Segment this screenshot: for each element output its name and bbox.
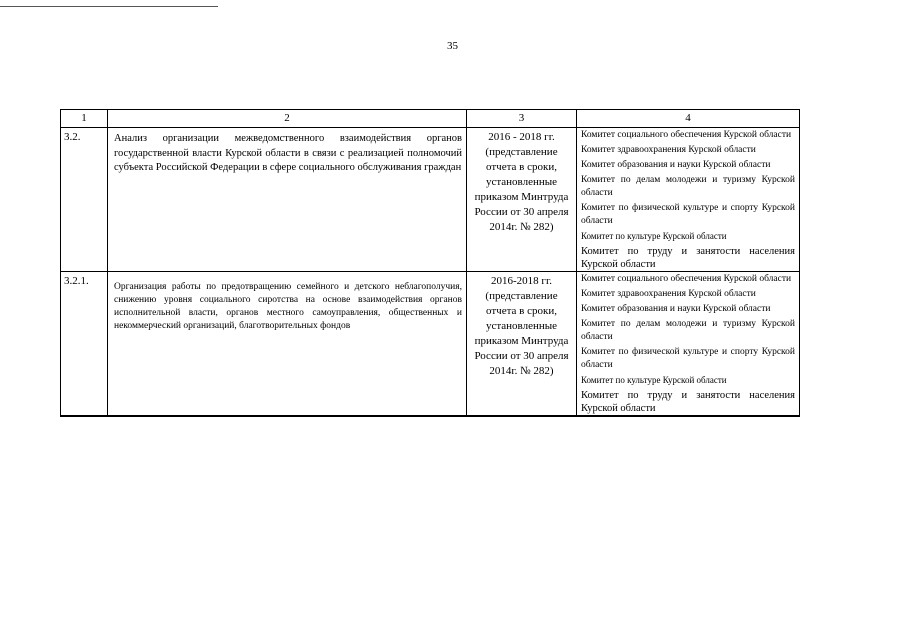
column-header: 1 xyxy=(61,110,108,128)
executor-item: Комитет по делам молодежи и туризму Курской области xyxy=(581,175,795,198)
row-executors xyxy=(577,272,800,417)
table-row xyxy=(61,272,800,417)
row-description: Организация работы по предотвращению семейного и детского неблагополучия, снижению уровня социального сиротства на основе взаимодействия органов исполнительной власти, органов местного самоуправления, общественных и некоммерческий организаций, благотворительных фондов xyxy=(108,272,467,417)
executor-item: Комитет здравоохранения Курской области xyxy=(581,289,756,299)
executor-item: Комитет образования и науки Курской области xyxy=(581,160,771,170)
page-number: 35 xyxy=(447,40,458,52)
header-rule xyxy=(0,6,218,7)
row-period: 2016 - 2018 гг. (представление отчета в сроки, установленные приказом Минтруда России от 30 апреля 2014г. № 282) xyxy=(467,128,577,272)
executor-item: Комитет образования и науки Курской области xyxy=(581,304,771,314)
executor-item: Комитет по физической культуре и спорту Курской области xyxy=(581,203,795,226)
row-number: 3.2.1. xyxy=(61,272,108,417)
column-header: 2 xyxy=(108,110,467,128)
executor-item: Комитет по физической культуре и спорту Курской области xyxy=(581,347,795,370)
row-period: 2016-2018 гг. (представление отчета в сроки, установленные приказом Минтруда России от 30 апреля 2014г. № 282) xyxy=(467,272,577,417)
executor-item: Комитет по культуре Курской области xyxy=(581,375,727,385)
executor-item: Комитет социального обеспечения Курской области xyxy=(581,274,792,284)
executor-item: Комитет социального обеспечения Курской области xyxy=(581,130,792,140)
column-header: 3 xyxy=(467,110,577,128)
executor-item: Комитет по труду и занятости населения Курской области xyxy=(581,246,795,270)
row-description: Анализ организации межведомственного взаимодействия органов государственной власти Курской области в связи с реализацией полномочий субъекта Российской Федерации в сфере социального обслуживания граждан xyxy=(108,128,467,272)
plan-table xyxy=(60,109,800,417)
executor-item: Комитет по культуре Курской области xyxy=(581,231,727,241)
row-executors xyxy=(577,128,800,272)
executor-item: Комитет по труду и занятости населения Курской области xyxy=(581,390,795,414)
table-row xyxy=(61,128,800,272)
executor-item: Комитет здравоохранения Курской области xyxy=(581,145,756,155)
executor-item: Комитет по делам молодежи и туризму Курской области xyxy=(581,319,795,342)
table-header-row xyxy=(61,110,800,128)
column-header: 4 xyxy=(577,110,800,128)
row-number: 3.2. xyxy=(61,128,108,272)
